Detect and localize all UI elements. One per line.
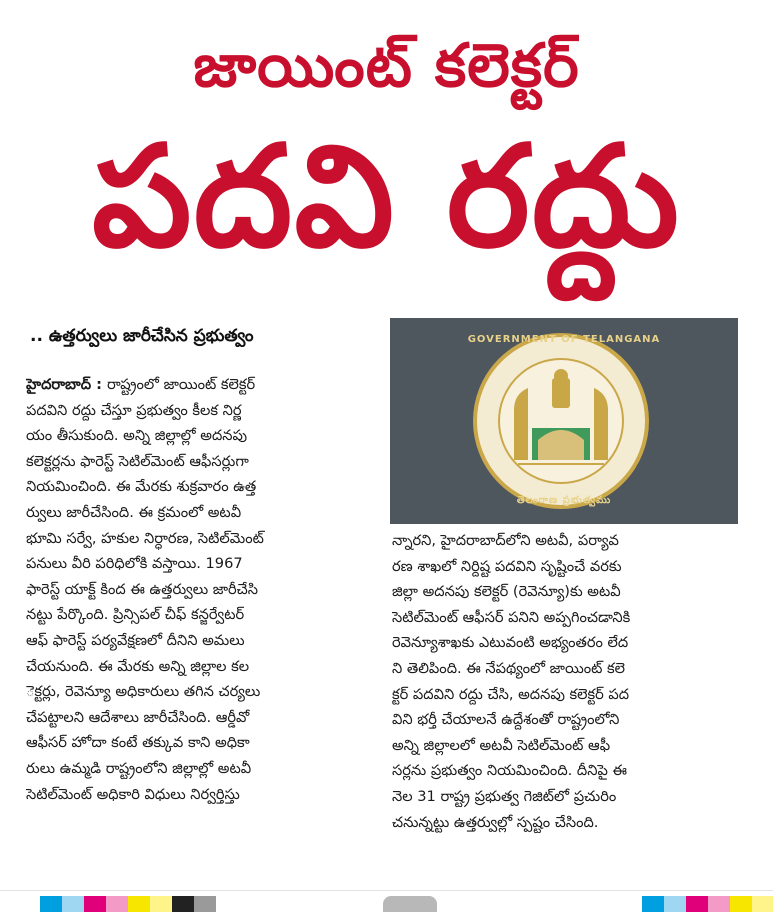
article-line: నట్టు పేర్కొంది. ప్రిన్సిపల్ చీఫ్ కన్జర్వేటర్ xyxy=(26,606,245,624)
registration-mark xyxy=(383,896,437,912)
article-line: ెక్టర్లు, రెవెన్యూ అధికారులు తగిన చర్యలు xyxy=(26,683,261,701)
article-line: భూమి సర్వే, హకుల నిర్ధారణ, సెటిల్‌మెంట్ xyxy=(26,529,264,547)
color-calibration-strip-right xyxy=(642,896,773,912)
subheading: .. ఉత్తర్వులు జారీచేసిన ప్రభుత్వం xyxy=(30,326,254,346)
article-line: నియమించింది. ఈ మేరకు శుక్రవారం ఉత్త xyxy=(26,478,257,496)
article-line: ఆఫీసర్ హోదా కంటే తక్కువ కాని అధికా xyxy=(26,734,250,752)
article-column-right xyxy=(392,528,742,835)
article-line: నెల 31 రాష్ట్ర ప్రభుత్వ గెజిట్‌లో ప్రచురిం xyxy=(392,787,617,805)
article-line: ర్వులు జారీచేసింది. ఈ క్రమంలో అటవీ xyxy=(26,503,242,521)
article-line: అన్ని జిల్లాలలో అటవీ సెటిల్‌మెంట్ ఆఫీ xyxy=(392,736,611,754)
article-line: ఆఫ్ ఫారెస్ట్ పర్యవేక్షణలో దీనిని అమలు xyxy=(26,631,245,649)
government-seal-photo xyxy=(390,318,738,524)
article-line: హైదరాబాద్ : రాష్ట్రంలో జాయింట్ కలెక్టర్ xyxy=(26,376,256,393)
article-line: సెటిల్‌మెంట్ అధికారి విధులు నిర్వర్తిస్తు xyxy=(26,785,240,803)
article-line: న్నారని, హైదరాబాద్‌లోని అటవీ, పర్యావ xyxy=(392,532,619,549)
article-line: ని తెలిపింది. ఈ నేపథ్యంలో జాయింట్ కలె xyxy=(392,659,625,677)
article-line: కలెక్టర్లను ఫారెస్ట్ సెటిల్‌మెంట్ ఆఫీసర్లుగా xyxy=(26,452,249,470)
article-line: పనులు వీరి పరిధిలోకి వస్తాయి. 1967 xyxy=(26,555,243,573)
article-line: రులు ఉమ్మడి రాష్ట్రంలోని జిల్లాల్లో అటవీ xyxy=(26,759,252,777)
color-calibration-strip-left xyxy=(40,896,216,912)
article-line: యం తీసుకుంది. అన్ని జిల్లాల్లో అదనపు xyxy=(26,427,248,445)
article-line: క్టర్ పదవిని రద్దు చేసి, అదనపు కలెక్టర్ పద xyxy=(392,685,630,703)
article-line: చేయనుంది. ఈ మేరకు అన్ని జిల్లాల కల xyxy=(26,657,250,675)
seal-bottom-text: తెలంగాణ ప్రభుత్వము xyxy=(516,495,612,506)
telangana-seal-emblem xyxy=(472,332,650,510)
article-line: ఫారెస్ట్ యాక్ట్ కింద ఈ ఉత్తర్వులు జారీచేసి xyxy=(26,580,259,598)
article-line: చనున్నట్టు ఉత్తర్వుల్లో స్పష్టం చేసింది. xyxy=(392,813,599,831)
article-line: సెటిల్‌మెంట్ ఆఫీసర్ పనిని అప్పగించడానికి xyxy=(392,608,631,626)
article-column-left xyxy=(26,372,366,807)
page-bottom-rule xyxy=(0,890,773,891)
dateline: హైదరాబాద్ : xyxy=(26,376,107,393)
seal-top-text: GOVERNMENT OF TELANGANA xyxy=(467,334,661,345)
article-line: చేపట్టాలని ఆదేశాలు జారీచేసింది. ఆర్డీవో xyxy=(26,708,250,726)
headline-line-1: జాయింట్ కలెక్టర్ xyxy=(193,31,580,101)
article-line: రెవెన్యూశాఖకు ఎటువంటి అభ్యంతరం లేద xyxy=(392,634,629,652)
headline-line-2: పదవి రద్దు xyxy=(92,116,681,279)
article-line: రణ శాఖలో నిర్దిష్ట పదవిని సృష్టించే వరకు xyxy=(392,557,622,575)
article-line: పదవిని రద్దు చేస్తూ ప్రభుత్వం కీలక నిర్ణ xyxy=(26,401,242,419)
article-line: సర్లను ప్రభుత్వం నియమించింది. దీనిపై ఈ xyxy=(392,762,627,780)
article-line: విని భర్తీ చేయాలనే ఉద్దేశంతో రాష్ట్రంలోని xyxy=(392,711,620,729)
article-line: జిల్లా అదనపు కలెక్టర్ (రెవెన్యూ)కు అటవీ xyxy=(392,583,621,601)
